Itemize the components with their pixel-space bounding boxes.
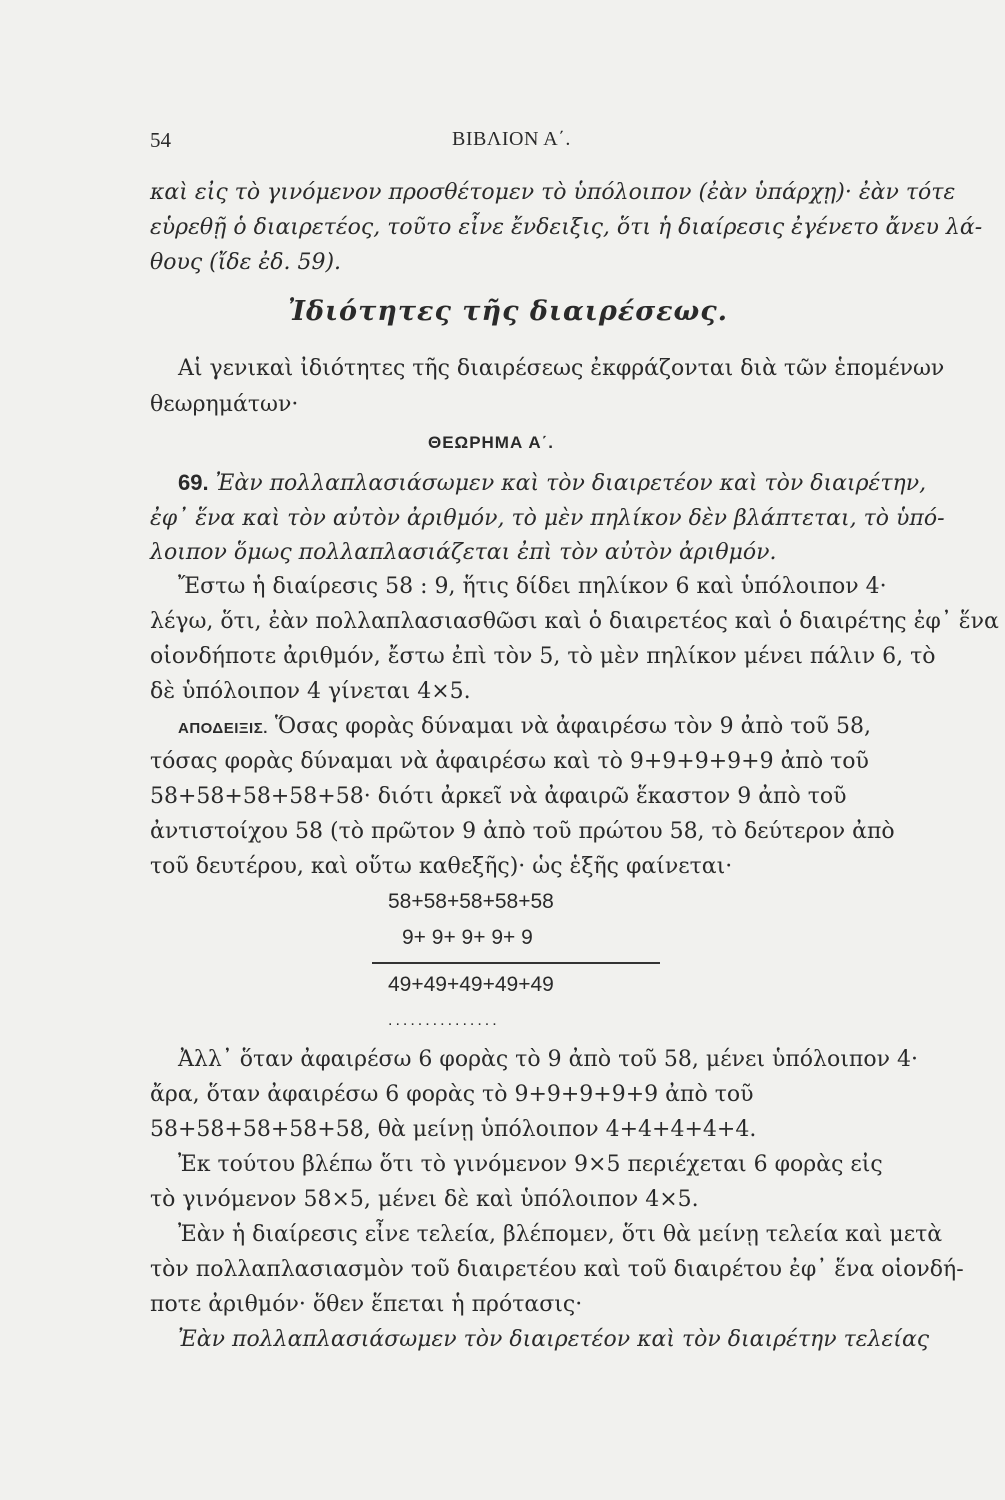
proof-label: ΑΠΟΔΕΙΞΙΣ.: [178, 720, 268, 737]
section-heading: Ἰδιότητες τῆς διαιρέσεως.: [288, 296, 729, 327]
theorem-first-line: [178, 468, 926, 499]
text-line: Αἱ γενικαὶ ἰδιότητες τῆς διαιρέσεως ἐκφράζονται διὰ τῶν ἑπομένων: [178, 356, 945, 381]
text-line: τόσας φορὰς δύναμαι νὰ ἀφαιρέσω καὶ τὸ 9+9+9+9+9 ἀπὸ τοῦ: [150, 749, 869, 774]
text-line: Ὅσας φορὰς δύναμαι νὰ ἀφαιρέσω τὸν 9 ἀπὸ τοῦ 58,: [274, 714, 871, 739]
page-number: 54: [150, 128, 171, 152]
text-line: Ἐκ τούτου βλέπω ὅτι τὸ γινόμενον 9×5 περιέχεται 6 φορὰς εἰς: [178, 1152, 883, 1177]
running-head: ΒΙΒΛΙΟΝ Α΄.: [452, 128, 571, 150]
text-line: 58+58+58+58+58· διότι ἀρκεῖ νὰ ἀφαιρῶ ἕκαστον 9 ἀπὸ τοῦ: [150, 784, 847, 809]
text-line: ἄρα, ὅταν ἀφαιρέσω 6 φορὰς τὸ 9+9+9+9+9 ἀπὸ τοῦ: [150, 1082, 754, 1107]
text-line: Ἔστω ἡ διαίρεσις 58 : 9, ἥτις δίδει πηλίκον 6 καὶ ὑπόλοιπον 4·: [178, 574, 887, 599]
text-line: Ἐὰν πολλαπλασιάσωμεν καὶ τὸν διαιρετέον καὶ τὸν διαιρέτην,: [215, 471, 927, 496]
text-line: τὸ γινόμενον 58×5, μένει δὲ καὶ ὑπόλοιπον 4×5.: [150, 1187, 699, 1212]
text-line: Ἐὰν ἡ διαίρεσις εἶνε τελεία, βλέπομεν, ὅτι θὰ μείνῃ τελεία καὶ μετὰ: [178, 1222, 943, 1247]
text-line: δὲ ὑπόλοιπον 4 γίνεται 4×5.: [150, 679, 471, 704]
text-line: οἱονδήποτε ἀριθμόν, ἔστω ἐπὶ τὸν 5, τὸ μὲν πηλίκον μένει πάλιν 6, τὸ: [150, 644, 936, 669]
calc-dots: ...............: [388, 1012, 500, 1029]
calc-row-divisors: 9+ 9+ 9+ 9+ 9: [402, 926, 533, 949]
calc-row-dividends: 58+58+58+58+58: [388, 890, 554, 913]
text-line: Ἐὰν πολλαπλασιάσωμεν τὸν διαιρετέον καὶ τὸν διαιρέτην τελείας: [178, 1327, 930, 1352]
paragraph-number: 69.: [178, 470, 209, 495]
text-line: εὑρεθῇ ὁ διαιρετέος, τοῦτο εἶνε ἔνδειξις, ὅτι ἡ διαίρεσις ἐγένετο ἄνευ λά-: [150, 215, 983, 240]
text-line: ποτε ἀριθμόν· ὅθεν ἕπεται ἡ πρότασις·: [150, 1292, 583, 1317]
text-line: Ἀλλ᾽ ὅταν ἀφαιρέσω 6 φορὰς τὸ 9 ἀπὸ τοῦ 58, μένει ὑπόλοιπον 4·: [178, 1047, 918, 1072]
calc-row-differences: 49+49+49+49+49: [388, 973, 554, 996]
text-line: λέγω, ὅτι, ἐὰν πολλαπλασιασθῶσι καὶ ὁ διαιρετέος καὶ ὁ διαιρέτης ἐφ᾽ ἕνα: [150, 609, 999, 634]
text-line: λοιπον ὅμως πολλαπλασιάζεται ἐπὶ τὸν αὐτὸν ἀριθμόν.: [150, 540, 777, 565]
theorem-heading: ΘΕΩΡΗΜΑ Α΄.: [428, 433, 554, 452]
text-line: τὸν πολλαπλασιασμὸν τοῦ διαιρετέου καὶ τοῦ διαιρέτου ἐφ᾽ ἕνα οἱονδή-: [150, 1257, 964, 1282]
text-line: καὶ εἰς τὸ γινόμενον προσθέτομεν τὸ ὑπόλοιπον (ἐὰν ὑπάρχῃ)· ἐὰν τότε: [150, 180, 956, 205]
proof-first-line: [178, 712, 871, 744]
text-line: θους (ἴδε ἐδ. 59).: [150, 250, 342, 275]
text-line: τοῦ δευτέρου, καὶ οὕτω καθεξῆς)· ὡς ἑξῆς φαίνεται·: [150, 854, 733, 879]
text-line: ἐφ᾽ ἕνα καὶ τὸν αὐτὸν ἀριθμόν, τὸ μὲν πηλίκον δὲν βλάπτεται, τὸ ὑπό-: [150, 506, 945, 531]
text-line: ἀντιστοίχου 58 (τὸ πρῶτον 9 ἀπὸ τοῦ πρώτου 58, τὸ δεύτερον ἀπὸ: [150, 819, 895, 844]
text-line: 58+58+58+58+58, θὰ μείνῃ ὑπόλοιπον 4+4+4+4+4.: [150, 1117, 757, 1142]
calc-rule: [372, 962, 660, 964]
text-line: θεωρημάτων·: [150, 392, 299, 417]
